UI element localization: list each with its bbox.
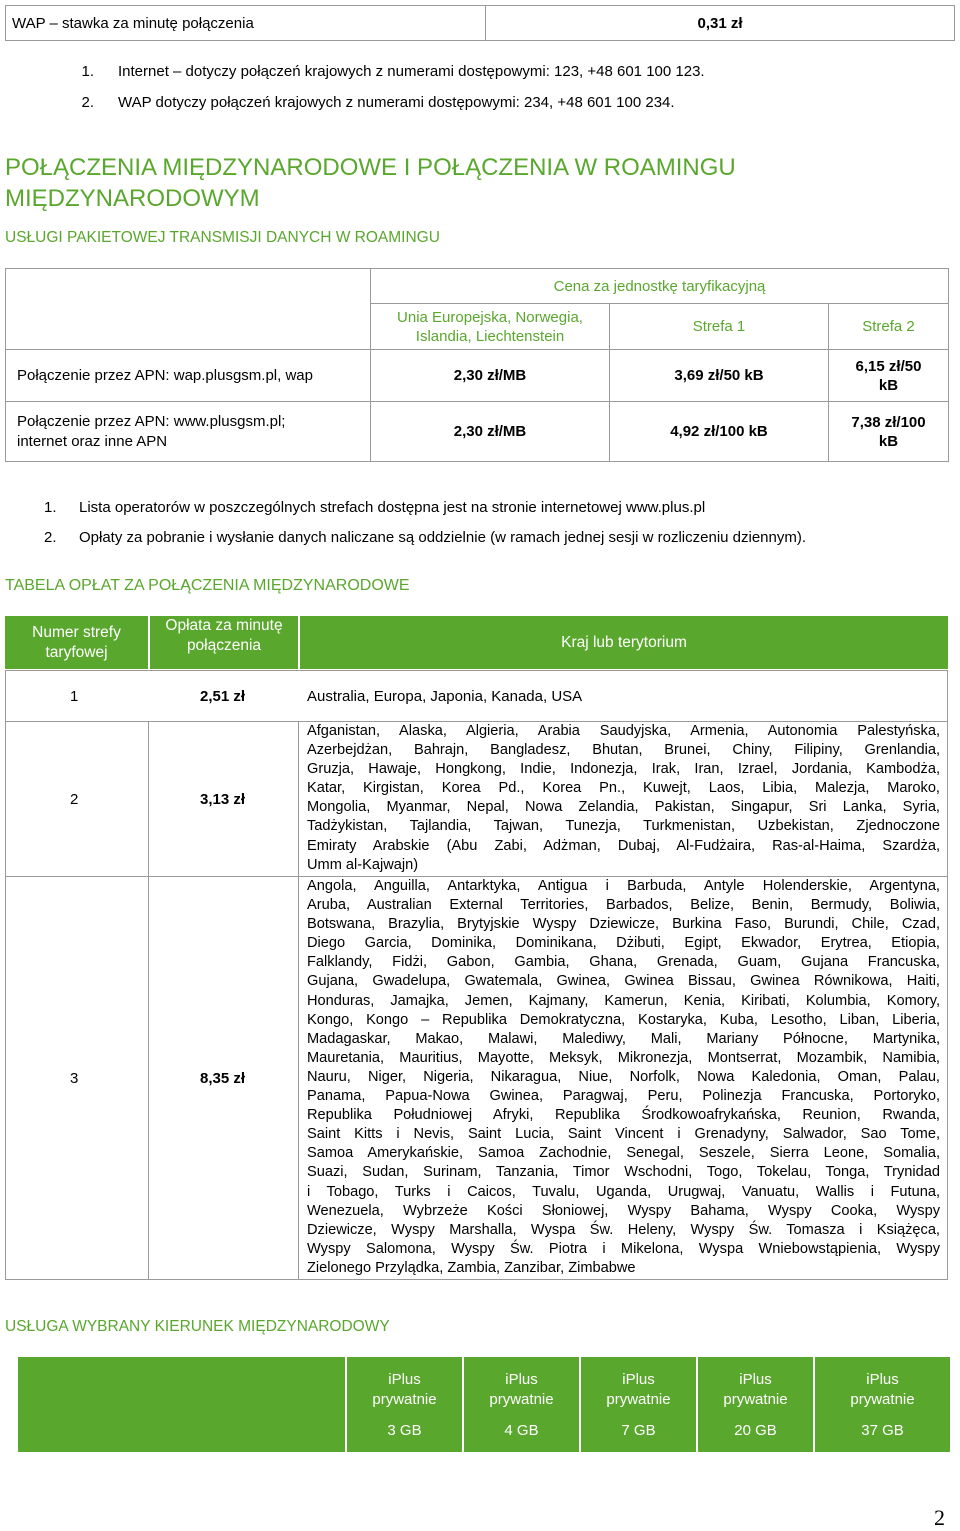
plan-type: prywatnie	[606, 1391, 671, 1408]
country-line: Dziewicze, Wyspy Marshalla, Wyspa Św. Heleny, Wyspy Św. Tomasza i Książęca,	[307, 1221, 940, 1238]
plan-data: 37 GB	[861, 1422, 904, 1439]
country-line: Botswana, Brazylia, Brytyjskie Wyspy Dziewicze, Burkina Faso, Burundi, Chile, Czad,	[307, 916, 940, 933]
zone-countries	[307, 722, 940, 875]
zone-fee-value: 2,51 zł	[200, 687, 246, 705]
zone2-price: kB	[878, 376, 899, 394]
plan-name: iPlus	[866, 1371, 899, 1388]
section-title-line: POŁĄCZENIA MIĘDZYNARODOWE I POŁĄCZENIA W ROAMINGU	[5, 154, 736, 181]
note-text: Internet – dotyczy połączeń krajowych z numerami dostępowymi: 123, +48 601 100 123.	[118, 63, 705, 80]
note-text: WAP dotyczy połączeń krajowych z numerami dostępowymi: 234, +48 601 100 234.	[118, 94, 675, 111]
row-zone2-price	[828, 349, 949, 402]
country-line: Aruba, Australian External Territories, Barbados, Belize, Benin, Bermudy, Boliwia,	[307, 897, 940, 914]
zone2-price: 6,15 zł/50	[855, 357, 922, 375]
country-line: Angola, Anguilla, Antarktyka, Antigua i Barbuda, Antyle Holenderskie, Argentyna,	[307, 878, 940, 894]
zone-fee	[200, 670, 245, 722]
plan-column	[815, 1370, 950, 1441]
zone-fee	[200, 876, 245, 1280]
col-zone1-label: Strefa 1	[692, 318, 746, 335]
plan-name: iPlus	[739, 1371, 772, 1388]
col-zone2-label: Strefa 2	[862, 318, 915, 335]
plan-column	[581, 1370, 696, 1441]
plan-type: prywatnie	[850, 1391, 915, 1408]
col-eu-label: Unia Europejska, Norwegia,	[397, 308, 583, 326]
price-header	[370, 268, 949, 304]
zone-number	[70, 876, 78, 1280]
note-number: 2.	[81, 94, 94, 111]
country-line: Diego Garcia, Dominika, Dominikana, Dżibuti, Egipt, Ekwador, Erytrea, Etiopia,	[307, 935, 940, 952]
zone2-price: kB	[878, 432, 899, 450]
row-label: Połączenie przez APN: wap.plusgsm.pl, wap	[17, 367, 313, 384]
section-title-line: MIĘDZYNARODOWYM	[5, 185, 260, 212]
country-line: Saint Kitts i Nevis, Saint Lucia, Saint Vincent i Grenadyny, Salwador, Sao Tome,	[307, 1126, 940, 1143]
country-line: Suazi, Sudan, Surinam, Tanzania, Timor Wschodni, Togo, Tokelau, Tonga, Trynidad	[307, 1164, 940, 1181]
header-fee	[150, 616, 298, 669]
col-eu-label: Islandia, Liechtenstein	[415, 327, 565, 345]
roaming-heading: USŁUGI PAKIETOWEJ TRANSMISJI DANYCH W ROAMINGU	[5, 229, 440, 246]
row-eu-price	[370, 349, 610, 402]
row-zone1-price	[609, 349, 829, 402]
zone-number-value: 2	[70, 790, 79, 808]
zone-number	[70, 670, 78, 722]
zone-number-value: 3	[70, 1069, 79, 1087]
country-line: Australia, Europa, Japonia, Kanada, USA	[307, 687, 583, 705]
page-number: 2	[934, 1505, 945, 1530]
country-line: Samoa Amerykańskie, Samoa Zachodnie, Senegal, Seszele, Sierra Leone, Somalia,	[307, 1145, 940, 1162]
country-line: i Tobago, Turks i Caicos, Tuvalu, Uganda, Urugwaj, Vanuatu, Wallis i Futuna,	[307, 1183, 940, 1200]
plan-column	[347, 1370, 462, 1441]
table-row	[5, 401, 371, 462]
note-text: Opłaty za pobranie i wysłanie danych naliczane są oddzielnie (w ramach jednej sesji w rozliczeniu dziennym).	[79, 529, 807, 546]
row-eu-price	[370, 401, 610, 462]
country-line: Afganistan, Alaska, Algieria, Arabia Saudyjska, Armenia, Autonomia Palestyńska,	[307, 723, 940, 739]
country-line: Azerbejdżan, Bahrajn, Bangladesz, Bhutan, Brunei, Chiny, Filipiny, Grenlandia,	[307, 742, 940, 759]
plan-data: 4 GB	[504, 1422, 539, 1439]
zone-number-value: 1	[70, 687, 79, 705]
country-line: Zielonego Przylądka, Zambia, Zanzibar, Zimbabwe	[307, 1259, 636, 1276]
direction-heading: USŁUGA WYBRANY KIERUNEK MIĘDZYNARODOWY	[5, 1318, 390, 1335]
zone2-price: 7,38 zł/100	[851, 413, 926, 431]
plan-name: iPlus	[388, 1371, 421, 1388]
note-text: Lista operatorów w poszczególnych strefach dostępna jest na stronie internetowej www.plus.pl	[79, 499, 706, 516]
country-line: Honduras, Jamajka, Jemen, Kajmany, Kamerun, Kenia, Kiribati, Kolumbia, Komory,	[307, 992, 940, 1009]
header-fee-label: połączenia	[186, 637, 262, 654]
zone-number	[70, 721, 78, 877]
country-line: Mongolia, Myanmar, Nepal, Nowa Zelandia, Pakistan, Singapur, Sri Lanka, Syria,	[307, 799, 940, 816]
section-title	[5, 152, 736, 214]
note-number: 2.	[44, 529, 57, 546]
zone-countries	[307, 877, 940, 1278]
plan-data: 7 GB	[621, 1422, 656, 1439]
row-zone1-price	[609, 401, 829, 462]
country-line: Emiraty Arabskie (Abu Zabi, Adżman, Dubaj, Al-Fudżaira, Ras-al-Haima, Szardża,	[307, 837, 940, 854]
wap-rate-label-cell	[5, 5, 486, 41]
country-line: Republika Południowej Afryki, Republika Środkowoafrykańska, Reunion, Rwanda,	[307, 1107, 940, 1124]
plan-type: prywatnie	[723, 1391, 788, 1408]
country-line: Kongo, Kongo – Republika Demokratyczna, Kostaryka, Kuba, Lesotho, Liban, Liberia,	[307, 1011, 940, 1028]
wap-rate-value-cell	[485, 5, 955, 41]
header-zone-label: taryfowej	[45, 643, 108, 661]
price-header-label: Cena za jednostkę taryfikacyjną	[553, 277, 766, 295]
country-line: Madagaskar, Makao, Malawi, Malediwy, Mali, Mariany Północne, Martynika,	[307, 1030, 940, 1047]
header-country	[300, 616, 948, 669]
zone1-price: 4,92 zł/100 kB	[670, 423, 768, 440]
country-line: Wenezuela, Wybrzeże Kości Słoniowej, Wyspy Bahama, Wyspy Cooka, Wyspy	[307, 1202, 940, 1219]
country-line: Panama, Papua-Nowa Gwinea, Paragwaj, Peru, Polinezja Francuska, Portoryko,	[307, 1088, 940, 1105]
plan-data: 3 GB	[387, 1422, 422, 1439]
header-country-label: Kraj lub terytorium	[561, 633, 687, 651]
row-label: Połączenie przez APN: www.plusgsm.pl;	[17, 412, 286, 430]
zone1-price: 3,69 zł/50 kB	[674, 367, 764, 384]
plan-type: prywatnie	[372, 1391, 437, 1408]
table-row	[5, 349, 371, 402]
col-zone2-header	[828, 303, 949, 350]
country-line: Wyspy Salomona, Wyspy Św. Piotra i Mikelona, Wyspa Wniebowstąpienia, Wyspy	[307, 1240, 940, 1257]
zone-fee-value: 3,13 zł	[200, 790, 246, 808]
table-corner	[5, 268, 371, 350]
country-line: Katar, Kirgistan, Korea Pd., Korea Pn., Kuwejt, Laos, Libia, Malezja, Maroko,	[307, 780, 940, 797]
eu-price: 2,30 zł/MB	[453, 423, 527, 440]
col-eu-header	[370, 303, 610, 350]
eu-price: 2,30 zł/MB	[453, 367, 527, 384]
country-line: Falklandy, Fidżi, Gabon, Gambia, Ghana, Grenada, Guam, Gujana Francuska,	[307, 954, 940, 971]
plan-name: iPlus	[505, 1371, 538, 1388]
plan-column	[464, 1370, 579, 1441]
header-zone-label: Numer strefy	[32, 623, 121, 641]
country-line: Tadżykistan, Tajlandia, Tajwan, Tunezja, Turkmenistan, Uzbekistan, Zjednoczone	[307, 818, 940, 835]
zone-fee	[200, 721, 245, 877]
zone-fee-value: 8,35 zł	[200, 1069, 246, 1087]
note-number: 1.	[81, 63, 94, 80]
country-line: Nauru, Niger, Nigeria, Nikaragua, Niue, Norfolk, Nowa Kaledonia, Oman, Palau,	[307, 1068, 940, 1085]
note-number: 1.	[44, 499, 57, 516]
wap-rate-label: WAP – stawka za minutę połączenia	[12, 14, 254, 32]
plan-type: prywatnie	[489, 1391, 554, 1408]
header-zone	[5, 616, 148, 669]
plan-name: iPlus	[622, 1371, 655, 1388]
country-line: Umm al-Kajwajn)	[307, 856, 419, 873]
country-line: Gruzja, Hawaje, Hongkong, Indie, Indonezja, Irak, Iran, Izrael, Jordania, Kambodża,	[307, 761, 940, 778]
col-zone1-header	[609, 303, 829, 350]
plan-column	[698, 1370, 813, 1441]
intl-heading: TABELA OPŁAT ZA POŁĄCZENIA MIĘDZYNARODOWE	[5, 577, 410, 594]
wap-rate-value: 0,31 zł	[697, 14, 743, 32]
header-fee-label: Opłata za minutę	[165, 617, 283, 634]
row-zone2-price	[828, 401, 949, 462]
zone-countries	[307, 670, 582, 722]
country-line: Gujana, Gwadelupa, Gwatemala, Gwinea, Gwinea Bissau, Gwinea Równikowa, Haiti,	[307, 973, 940, 990]
country-line: Mauretania, Mauritius, Mayotte, Meksyk, Mikronezja, Montserrat, Mozambik, Namibia,	[307, 1049, 940, 1066]
plan-data: 20 GB	[734, 1422, 777, 1439]
row-label: internet oraz inne APN	[17, 432, 168, 450]
